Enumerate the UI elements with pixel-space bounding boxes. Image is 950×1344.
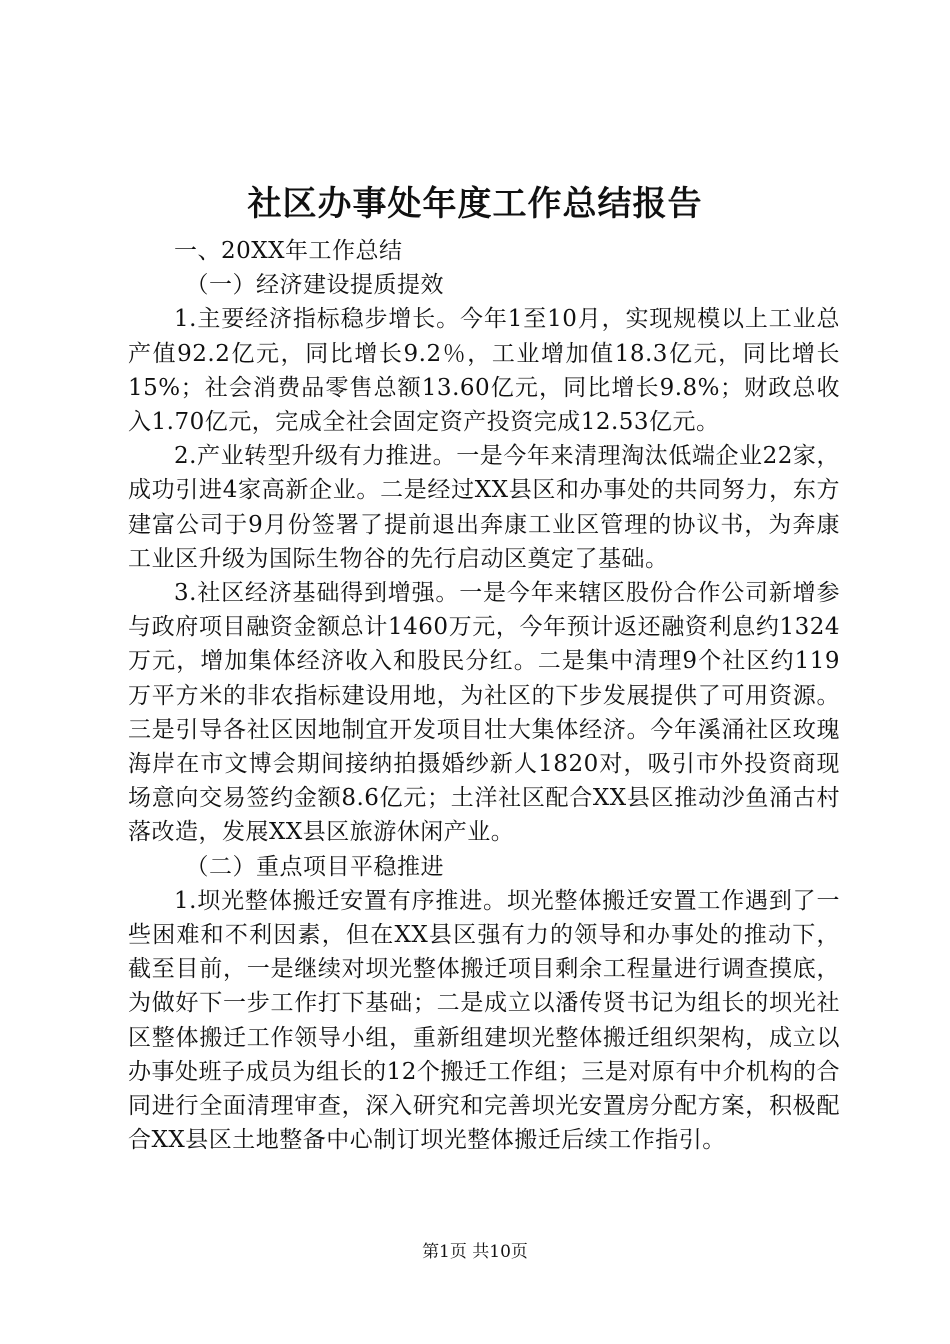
subsection-heading: （一）经济建设提质提效 xyxy=(185,272,444,299)
document-title: 社区办事处年度工作总结报告 xyxy=(247,184,703,224)
body-paragraph: 2.产业转型升级有力推进。一是今年来清理淘汰低端企业22家，成功引进4家高新企业。二是经过XX县区和办事处的共同努力，东方建富公司于9月份签署了提前退出奔康工业区管理的协议书，为奔康工业区升级为国际生物谷的先行启动区奠定了基础。 xyxy=(128,443,840,572)
page-footer: 第1页 共10页 xyxy=(422,1242,528,1262)
section-heading: 一、20XX年工作总结 xyxy=(174,238,403,264)
body-paragraph: 3.社区经济基础得到增强。一是今年来辖区股份合作公司新增参与政府项目融资金额总计1460万元，今年预计返还融资利息约1324万元，增加集体经济收入和股民分红。二是集中清理9个社区约119万平方米的非农指标建设用地，为社区的下步发展提供了可用资源。三是引导各社区因地制宜开发项目壮大集体经济。今年溪涌社区玫瑰海岸在市文博会期间接纳拍摄婚纱新人1820对，吸引市外投资商现场意向交易签约金额8.6亿元；土洋社区配合XX县区推动沙鱼涌古村落改造，发展XX县区旅游休闲产业。 xyxy=(128,580,840,846)
subsection-heading: （二）重点项目平稳推进 xyxy=(185,853,444,880)
document-body xyxy=(128,234,840,1157)
body-paragraph: 1.坝光整体搬迁安置有序推进。坝光整体搬迁安置工作遇到了一些困难和不利因素，但在XX县区强有力的领导和办事处的推动下，截至目前，一是继续对坝光整体搬迁项目剩余工程量进行调查摸底，为做好下一步工作打下基础；二是成立以潘传贤书记为组长的坝光社区整体搬迁工作领导小组，重新组建坝光整体搬迁组织架构，成立以办事处班子成员为组长的12个搬迁工作组；三是对原有中介机构的合同进行全面清理审查，深入研究和完善坝光安置房分配方案，积极配合XX县区土地整备中心制订坝光整体搬迁后续工作指引。 xyxy=(128,887,840,1154)
body-paragraph: 1.主要经济指标稳步增长。今年1至10月，实现规模以上工业总产值92.2亿元，同比增长9.2％，工业增加值18.3亿元，同比增长15%；社会消费品零售总额13.60亿元，同比增长9.8%；财政总收入1.70亿元，完成全社会固定资产投资完成12.53亿元。 xyxy=(128,306,840,436)
